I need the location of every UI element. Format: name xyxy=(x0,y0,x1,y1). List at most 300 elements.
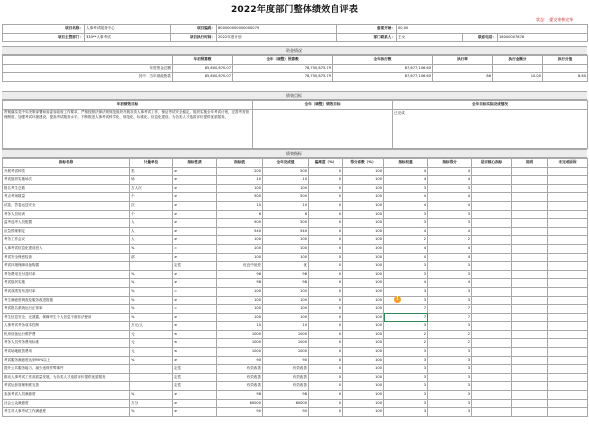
indicator-value-cell[interactable]: 2 xyxy=(384,330,428,339)
indicator-value-cell[interactable]: 100 xyxy=(343,305,384,314)
indicator-value-cell[interactable]: 0 xyxy=(309,227,343,236)
indicator-value-cell[interactable]: 540 xyxy=(217,227,263,236)
funds-cell[interactable] xyxy=(543,64,588,73)
funds-cell[interactable]: 65,600,670.07 xyxy=(173,73,233,82)
indicator-value-cell[interactable]: 100 xyxy=(343,339,384,348)
indicator-unit[interactable]: 万分 xyxy=(130,399,173,408)
indicator-value-cell[interactable]: 4 xyxy=(384,253,428,262)
exec-time-value[interactable]: 2022年度计划 xyxy=(217,33,337,42)
indicator-value-cell[interactable]: 1000 xyxy=(263,348,309,357)
indicator-value-cell[interactable]: 有效改善 xyxy=(263,373,309,382)
indicator-unit[interactable] xyxy=(130,365,173,374)
indicator-value-cell[interactable]: 0 xyxy=(309,391,343,400)
indicator-note-cell[interactable] xyxy=(512,365,548,374)
indicator-value-cell[interactable]: 2 xyxy=(428,339,472,348)
indicator-value-cell[interactable]: 100 xyxy=(343,193,384,202)
indicator-value-cell[interactable]: 100 xyxy=(217,253,263,262)
indicator-value-cell[interactable]: 4 xyxy=(428,244,472,253)
indicator-note-cell[interactable] xyxy=(512,287,548,296)
indicator-note-cell[interactable] xyxy=(548,210,588,219)
indicator-unit[interactable]: 人 xyxy=(130,236,173,245)
indicator-note-cell[interactable] xyxy=(512,356,548,365)
indicator-note-cell[interactable] xyxy=(512,219,548,228)
indicator-value-cell[interactable]: 1000 xyxy=(217,339,263,348)
indicator-note-cell[interactable] xyxy=(472,236,512,245)
indicator-nature[interactable]: ≥ xyxy=(173,408,217,417)
indicator-value-cell[interactable]: 3 xyxy=(428,184,472,193)
indicator-value-cell[interactable]: 4 xyxy=(384,279,428,288)
indicator-note-cell[interactable] xyxy=(548,305,588,314)
funds-cell[interactable]: 86 xyxy=(433,73,493,82)
indicator-value-cell[interactable]: 有效改善 xyxy=(217,373,263,382)
indicator-value-cell[interactable]: 98 xyxy=(263,279,309,288)
indicator-nature[interactable]: ≥ xyxy=(173,184,217,193)
indicator-nature[interactable]: 定性 xyxy=(173,382,217,391)
funds-cell[interactable]: 10.00 xyxy=(493,73,543,82)
indicator-value-cell[interactable]: 优 xyxy=(263,262,309,271)
indicator-note-cell[interactable] xyxy=(512,305,548,314)
indicator-note-cell[interactable] xyxy=(472,227,512,236)
indicator-nature[interactable]: ≥ xyxy=(173,176,217,185)
indicator-value-cell[interactable]: 10 xyxy=(217,201,263,210)
indicator-note-cell[interactable] xyxy=(512,167,548,176)
indicator-value-cell[interactable]: 10 xyxy=(263,176,309,185)
indicator-value-cell[interactable]: 6 xyxy=(263,210,309,219)
funds-cell[interactable] xyxy=(493,64,543,73)
indicator-nature[interactable]: ≥ xyxy=(173,313,217,322)
dept-value[interactable]: 330**人事考试 xyxy=(85,33,171,42)
indicator-note-cell[interactable] xyxy=(512,313,548,322)
indicator-note-cell[interactable] xyxy=(548,193,588,202)
indicator-note-cell[interactable] xyxy=(512,399,548,408)
indicator-value-cell[interactable]: 3 xyxy=(428,348,472,357)
indicator-unit[interactable]: 场 xyxy=(130,176,173,185)
indicator-note-cell[interactable] xyxy=(512,253,548,262)
indicator-nature[interactable]: ≥ xyxy=(173,270,217,279)
indicator-value-cell[interactable]: 0 xyxy=(309,176,343,185)
indicator-note-cell[interactable] xyxy=(472,313,512,322)
indicator-note-cell[interactable] xyxy=(512,279,548,288)
indicator-unit[interactable]: % xyxy=(130,287,173,296)
indicator-value-cell[interactable]: 0 xyxy=(309,167,343,176)
indicator-value-cell[interactable]: 10 xyxy=(217,176,263,185)
indicator-value-cell[interactable]: 4 xyxy=(384,193,428,202)
indicator-value-cell[interactable]: 100 xyxy=(343,227,384,236)
indicator-value-cell[interactable]: 有效改善 xyxy=(263,365,309,374)
indicator-value-cell[interactable]: 10 xyxy=(263,322,309,331)
indicator-note-cell[interactable] xyxy=(512,391,548,400)
indicator-value-cell[interactable]: 4 xyxy=(384,167,428,176)
indicator-unit[interactable] xyxy=(130,373,173,382)
indicator-value-cell[interactable]: 0 xyxy=(309,313,343,322)
indicator-value-cell[interactable]: 3 xyxy=(384,270,428,279)
indicator-note-cell[interactable] xyxy=(512,201,548,210)
indicator-value-cell[interactable]: 100 xyxy=(343,322,384,331)
indicator-value-cell[interactable]: 4 xyxy=(384,244,428,253)
indicator-value-cell[interactable]: 3 xyxy=(428,382,472,391)
indicator-note-cell[interactable] xyxy=(472,365,512,374)
indicator-note-cell[interactable] xyxy=(548,236,588,245)
indicator-value-cell[interactable]: 3 xyxy=(384,348,428,357)
indicator-value-cell[interactable]: 3 xyxy=(384,287,428,296)
funds-cell[interactable]: 8.60 xyxy=(543,73,588,82)
indicator-value-cell[interactable]: 3 xyxy=(428,210,472,219)
indicator-unit[interactable]: 个 xyxy=(130,210,173,219)
indicator-note-cell[interactable] xyxy=(472,356,512,365)
indicator-value-cell[interactable]: 4 xyxy=(428,193,472,202)
indicator-note-cell[interactable] xyxy=(548,373,588,382)
indicator-note-cell[interactable] xyxy=(512,210,548,219)
indicator-note-cell[interactable] xyxy=(472,253,512,262)
indicator-value-cell[interactable]: 3 xyxy=(384,219,428,228)
indicator-note-cell[interactable] xyxy=(548,399,588,408)
indicator-value-cell[interactable]: 0 xyxy=(309,201,343,210)
indicator-value-cell[interactable]: 100 xyxy=(343,399,384,408)
indicator-value-cell[interactable]: 100 xyxy=(343,382,384,391)
indicator-value-cell[interactable]: 4 xyxy=(384,227,428,236)
indicator-value-cell[interactable]: 98 xyxy=(217,391,263,400)
indicator-value-cell[interactable]: 0 xyxy=(309,356,343,365)
indicator-value-cell[interactable]: 0 xyxy=(309,262,343,271)
indicator-note-cell[interactable] xyxy=(512,176,548,185)
indicator-value-cell[interactable]: 3 xyxy=(428,365,472,374)
indicator-note-cell[interactable] xyxy=(548,330,588,339)
indicator-value-cell[interactable]: 7 xyxy=(428,313,472,322)
indicator-value-cell[interactable]: 100 xyxy=(343,313,384,322)
indicator-note-cell[interactable] xyxy=(548,348,588,357)
indicator-value-cell[interactable]: 60000 xyxy=(263,399,309,408)
goals-adjusted-text[interactable] xyxy=(253,109,393,148)
indicator-value-cell[interactable]: 100 xyxy=(343,210,384,219)
indicator-value-cell[interactable]: 3 xyxy=(384,399,428,408)
indicator-value-cell[interactable]: 3 xyxy=(384,296,428,305)
indicator-note-cell[interactable] xyxy=(548,391,588,400)
indicator-unit[interactable]: % xyxy=(130,270,173,279)
indicator-note-cell[interactable] xyxy=(472,262,512,271)
indicator-value-cell[interactable]: 0 xyxy=(309,270,343,279)
indicator-value-cell[interactable]: 0 xyxy=(309,210,343,219)
indicator-value-cell[interactable]: 3 xyxy=(384,262,428,271)
indicator-value-cell[interactable]: 90 xyxy=(263,356,309,365)
indicator-value-cell[interactable]: 0 xyxy=(309,236,343,245)
indicator-unit[interactable]: % xyxy=(130,244,173,253)
indicator-note-cell[interactable] xyxy=(512,373,548,382)
indicator-note-cell[interactable] xyxy=(548,322,588,331)
indicator-value-cell[interactable]: 100 xyxy=(343,201,384,210)
indicator-value-cell[interactable]: 100 xyxy=(217,313,263,322)
indicator-value-cell[interactable]: 0 xyxy=(309,244,343,253)
indicator-unit[interactable]: % xyxy=(130,408,173,417)
indicator-value-cell[interactable]: 500 xyxy=(263,167,309,176)
indicator-value-cell[interactable]: 优良中低差 xyxy=(217,262,263,271)
indicator-unit[interactable]: 万元/人 xyxy=(130,322,173,331)
indicator-value-cell[interactable]: 98 xyxy=(217,279,263,288)
indicator-note-cell[interactable] xyxy=(548,408,588,417)
indicator-nature[interactable]: ≤ xyxy=(173,339,217,348)
indicator-value-cell[interactable]: 100 xyxy=(343,330,384,339)
indicator-nature[interactable]: ≥ xyxy=(173,193,217,202)
indicator-nature[interactable]: 定性 xyxy=(173,262,217,271)
indicator-note-cell[interactable] xyxy=(548,382,588,391)
indicator-value-cell[interactable]: 200 xyxy=(217,167,263,176)
indicator-note-cell[interactable] xyxy=(472,296,512,305)
indicator-value-cell[interactable]: 0 xyxy=(309,287,343,296)
indicator-value-cell[interactable]: 3 xyxy=(428,408,472,417)
indicator-note-cell[interactable] xyxy=(512,270,548,279)
indicator-note-cell[interactable] xyxy=(472,391,512,400)
indicator-value-cell[interactable]: 10 xyxy=(217,322,263,331)
indicator-nature[interactable]: ≥ xyxy=(173,201,217,210)
indicator-nature[interactable]: = xyxy=(173,244,217,253)
indicator-value-cell[interactable]: 98 xyxy=(263,270,309,279)
indicator-value-cell[interactable]: 100 xyxy=(263,313,309,322)
indicator-value-cell[interactable]: 540 xyxy=(263,227,309,236)
indicator-value-cell[interactable]: 98 xyxy=(217,270,263,279)
indicator-value-cell[interactable]: 0 xyxy=(309,305,343,314)
indicator-value-cell[interactable]: 0 xyxy=(309,330,343,339)
funds-cell[interactable]: 67,677,106.65 xyxy=(333,64,433,73)
indicator-value-cell[interactable]: 0 xyxy=(309,219,343,228)
indicator-note-cell[interactable] xyxy=(548,219,588,228)
indicator-value-cell[interactable]: 100 xyxy=(343,253,384,262)
indicator-value-cell[interactable]: 2 xyxy=(428,236,472,245)
indicator-value-cell[interactable]: 4 xyxy=(428,279,472,288)
indicator-note-cell[interactable] xyxy=(472,408,512,417)
indicator-value-cell[interactable]: 100 xyxy=(263,296,309,305)
indicator-note-cell[interactable] xyxy=(512,262,548,271)
indicator-value-cell[interactable]: 3 xyxy=(384,184,428,193)
indicator-value-cell[interactable]: 0 xyxy=(309,382,343,391)
indicator-nature[interactable]: ≤ xyxy=(173,330,217,339)
indicator-note-cell[interactable] xyxy=(472,330,512,339)
indicator-note-cell[interactable] xyxy=(472,373,512,382)
indicator-note-cell[interactable] xyxy=(472,176,512,185)
indicator-value-cell[interactable]: 100 xyxy=(343,176,384,185)
contact-value[interactable]: 王女 xyxy=(397,33,463,42)
indicator-note-cell[interactable] xyxy=(512,227,548,236)
indicator-note-cell[interactable] xyxy=(472,244,512,253)
indicator-value-cell[interactable]: 3 xyxy=(384,210,428,219)
indicator-value-cell[interactable]: 0 xyxy=(309,373,343,382)
indicator-nature[interactable]: = xyxy=(173,287,217,296)
indicator-note-cell[interactable] xyxy=(472,339,512,348)
indicator-value-cell[interactable]: 0 xyxy=(309,253,343,262)
indicator-value-cell[interactable]: 7 xyxy=(384,305,428,314)
indicator-value-cell[interactable]: 100 xyxy=(343,184,384,193)
indicator-value-cell[interactable]: 3 xyxy=(428,219,472,228)
project-name-value[interactable]: 人事考试服务中心 xyxy=(85,25,171,34)
indicator-nature[interactable]: ≥ xyxy=(173,356,217,365)
indicator-note-cell[interactable] xyxy=(472,348,512,357)
indicator-value-cell[interactable]: 100 xyxy=(217,184,263,193)
indicator-value-cell[interactable]: 4 xyxy=(428,176,472,185)
indicator-note-cell[interactable] xyxy=(548,262,588,271)
indicator-note-cell[interactable] xyxy=(512,382,548,391)
indicator-value-cell[interactable]: 3 xyxy=(428,356,472,365)
indicator-value-cell[interactable]: 1000 xyxy=(263,330,309,339)
indicator-value-cell[interactable]: 3 xyxy=(428,270,472,279)
indicator-note-cell[interactable] xyxy=(548,313,588,322)
indicator-note-cell[interactable] xyxy=(472,322,512,331)
indicator-note-cell[interactable] xyxy=(472,399,512,408)
indicator-unit[interactable]: 元 xyxy=(130,330,173,339)
indicator-value-cell[interactable]: 0 xyxy=(309,339,343,348)
indicator-unit[interactable]: 元 xyxy=(130,339,173,348)
funds-cell[interactable]: 78,750,875.79 xyxy=(233,64,333,73)
indicator-value-cell[interactable]: 0 xyxy=(309,365,343,374)
indicator-note-cell[interactable] xyxy=(472,270,512,279)
indicator-value-cell[interactable]: 2 xyxy=(384,236,428,245)
indicator-unit[interactable]: 个 xyxy=(130,193,173,202)
indicator-value-cell[interactable]: 0 xyxy=(309,399,343,408)
indicator-note-cell[interactable] xyxy=(472,167,512,176)
project-code-value[interactable]: 800000000000000079 xyxy=(217,25,337,34)
indicator-note-cell[interactable] xyxy=(472,305,512,314)
indicator-note-cell[interactable] xyxy=(472,193,512,202)
indicator-unit[interactable]: 人 xyxy=(130,219,173,228)
funds-cell[interactable]: 78,750,875.79 xyxy=(233,73,333,82)
indicator-value-cell[interactable]: 3 xyxy=(428,399,472,408)
indicator-value-cell[interactable]: 100 xyxy=(217,236,263,245)
indicator-value-cell[interactable]: 6 xyxy=(217,210,263,219)
indicator-value-cell[interactable]: 100 xyxy=(217,296,263,305)
indicator-value-cell[interactable]: 4 xyxy=(428,167,472,176)
indicator-value-cell[interactable]: 100 xyxy=(343,348,384,357)
indicator-value-cell[interactable]: 10 xyxy=(263,201,309,210)
indicator-value-cell[interactable]: 60000 xyxy=(217,399,263,408)
funds-cell[interactable]: 67,677,106.65 xyxy=(333,73,433,82)
indicator-value-cell[interactable]: 3 xyxy=(384,373,428,382)
indicator-value-cell[interactable]: 3 xyxy=(428,287,472,296)
indicator-note-cell[interactable] xyxy=(512,236,548,245)
indicator-value-cell[interactable]: 100 xyxy=(263,287,309,296)
indicator-note-cell[interactable] xyxy=(548,365,588,374)
indicator-value-cell[interactable]: 0 xyxy=(309,408,343,417)
indicator-note-cell[interactable] xyxy=(512,296,548,305)
indicator-unit[interactable]: 元 xyxy=(130,348,173,357)
indicator-nature[interactable]: ≤ xyxy=(173,348,217,357)
indicator-note-cell[interactable] xyxy=(472,279,512,288)
indicator-unit[interactable]: 人 xyxy=(130,227,173,236)
indicator-nature[interactable]: ≥ xyxy=(173,227,217,236)
indicator-value-cell[interactable]: 3 xyxy=(428,296,472,305)
indicator-note-cell[interactable] xyxy=(512,339,548,348)
indicator-unit[interactable]: 万人次 xyxy=(130,184,173,193)
indicator-value-cell[interactable]: 4 xyxy=(428,253,472,262)
indicator-value-cell[interactable]: 4 xyxy=(428,201,472,210)
indicator-value-cell[interactable]: 100 xyxy=(217,287,263,296)
indicator-nature[interactable]: ≥ xyxy=(173,210,217,219)
indicator-note-cell[interactable] xyxy=(548,176,588,185)
indicator-unit[interactable] xyxy=(130,262,173,271)
indicator-value-cell[interactable]: 100 xyxy=(343,167,384,176)
indicator-unit[interactable]: 次 xyxy=(130,201,173,210)
indicator-value-cell[interactable]: 3 xyxy=(428,373,472,382)
indicator-value-cell[interactable]: 4 xyxy=(384,176,428,185)
indicator-value-cell[interactable]: 有效改善 xyxy=(263,382,309,391)
indicator-value-cell[interactable]: 100 xyxy=(343,279,384,288)
indicator-note-cell[interactable] xyxy=(472,382,512,391)
indicator-value-cell[interactable]: 3 xyxy=(384,356,428,365)
indicator-value-cell[interactable]: 0 xyxy=(309,322,343,331)
indicator-note-cell[interactable] xyxy=(548,287,588,296)
indicator-nature[interactable]: 定性 xyxy=(173,373,217,382)
indicator-note-cell[interactable] xyxy=(548,356,588,365)
indicator-note-cell[interactable] xyxy=(548,253,588,262)
indicator-unit[interactable]: % xyxy=(130,391,173,400)
indicator-value-cell[interactable]: 100 xyxy=(343,391,384,400)
indicator-note-cell[interactable] xyxy=(512,322,548,331)
indicator-nature[interactable]: ≥ xyxy=(173,391,217,400)
indicator-value-cell[interactable]: 100 xyxy=(263,184,309,193)
indicator-value-cell[interactable]: 100 xyxy=(343,236,384,245)
indicator-value-cell[interactable]: 3 xyxy=(428,322,472,331)
indicator-value-cell[interactable]: 100 xyxy=(217,305,263,314)
indicator-value-cell[interactable]: 有效改善 xyxy=(217,365,263,374)
indicator-nature[interactable]: ≥ xyxy=(173,279,217,288)
indicator-nature[interactable]: ≥ xyxy=(173,399,217,408)
indicator-note-cell[interactable] xyxy=(548,167,588,176)
indicator-value-cell[interactable]: 3 xyxy=(428,391,472,400)
record-value[interactable]: 00.00 xyxy=(397,25,588,34)
indicator-value-cell[interactable]: 100 xyxy=(343,296,384,305)
indicator-nature[interactable]: 定性 xyxy=(173,365,217,374)
indicator-note-cell[interactable] xyxy=(512,408,548,417)
indicator-value-cell[interactable]: 100 xyxy=(343,408,384,417)
indicator-value-cell[interactable]: 100 xyxy=(343,262,384,271)
indicator-value-cell[interactable]: 2 xyxy=(428,330,472,339)
indicator-value-cell[interactable]: 1000 xyxy=(217,348,263,357)
indicator-note-cell[interactable] xyxy=(472,219,512,228)
indicator-nature[interactable]: = xyxy=(173,305,217,314)
indicator-value-cell[interactable]: 500 xyxy=(217,219,263,228)
indicator-value-cell[interactable]: 0 xyxy=(309,296,343,305)
indicator-note-cell[interactable] xyxy=(472,201,512,210)
indicator-note-cell[interactable] xyxy=(472,287,512,296)
indicator-value-cell[interactable]: 100 xyxy=(343,365,384,374)
indicator-note-cell[interactable] xyxy=(512,330,548,339)
indicator-value-cell[interactable]: 3 xyxy=(428,262,472,271)
indicator-value-cell[interactable]: 0 xyxy=(309,348,343,357)
indicator-value-cell[interactable]: 7 xyxy=(384,313,428,322)
indicator-value-cell[interactable]: 90 xyxy=(263,408,309,417)
indicator-value-cell[interactable]: 3 xyxy=(384,408,428,417)
indicator-value-cell[interactable]: 0 xyxy=(309,279,343,288)
indicator-unit[interactable]: % xyxy=(130,356,173,365)
funds-cell[interactable]: 65,600,670.07 xyxy=(173,64,233,73)
indicator-note-cell[interactable] xyxy=(548,227,588,236)
indicator-value-cell[interactable]: 100 xyxy=(263,253,309,262)
indicator-note-cell[interactable] xyxy=(548,279,588,288)
indicator-value-cell[interactable]: 3 xyxy=(384,391,428,400)
indicator-note-cell[interactable] xyxy=(548,296,588,305)
indicator-value-cell[interactable]: 100 xyxy=(217,244,263,253)
indicator-nature[interactable]: ≤ xyxy=(173,322,217,331)
goals-actual-text[interactable]: 已完成 xyxy=(393,109,588,148)
indicator-value-cell[interactable]: 1000 xyxy=(263,339,309,348)
indicator-value-cell[interactable]: 2 xyxy=(384,339,428,348)
indicator-note-cell[interactable] xyxy=(472,184,512,193)
warning-icon[interactable]: ! xyxy=(394,296,401,303)
indicator-nature[interactable]: ≥ xyxy=(173,219,217,228)
indicator-value-cell[interactable]: 3 xyxy=(384,382,428,391)
indicator-unit[interactable]: 类 xyxy=(130,167,173,176)
indicator-nature[interactable]: ≥ xyxy=(173,253,217,262)
indicator-value-cell[interactable]: 500 xyxy=(263,219,309,228)
indicator-value-cell[interactable]: 90 xyxy=(217,356,263,365)
indicator-note-cell[interactable] xyxy=(512,193,548,202)
indicator-value-cell[interactable]: 100 xyxy=(343,287,384,296)
